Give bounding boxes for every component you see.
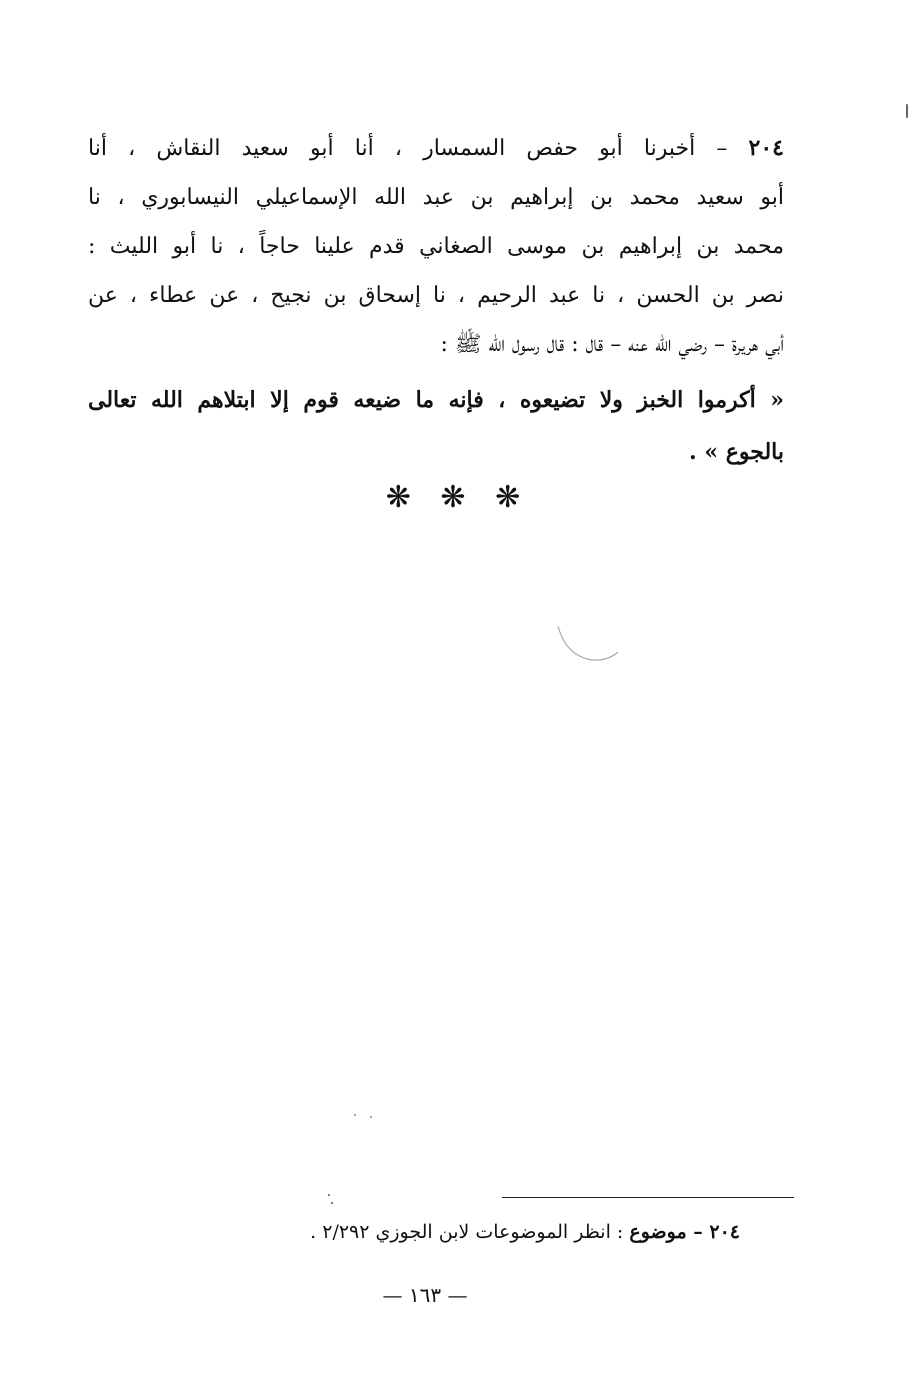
isnad-line-2: أبو سعيد محمد بن إبراهيم بن عبد الله الإسماعيلي النيسابوري ، نا xyxy=(88,185,784,210)
page-number: — ١٦٣ — xyxy=(382,1283,468,1307)
matn-line-2: بالجوع » . xyxy=(689,439,784,465)
isnad-line-3: محمد بن إبراهيم بن موسى الصغاني قدم علينا حاجاً ، نا أبو الليث : xyxy=(88,234,784,259)
isnad-line-5: أبي هريرة – رضي الله عنه – قال : قال رسول الله ﷺ : xyxy=(440,332,784,357)
section-separator: ❋ ❋ ❋ xyxy=(385,480,531,515)
page-speck xyxy=(906,104,908,118)
hadith-isnad xyxy=(88,124,784,369)
footnote-number: ٢٠٤ xyxy=(709,1221,740,1243)
isnad-line-1 xyxy=(88,124,784,173)
footnote-divider xyxy=(502,1197,794,1198)
isnad-line-4: نصر بن الحسن ، نا عبد الرحيم ، نا إسحاق بن نجيح ، عن عطاء ، عن xyxy=(88,283,784,308)
footnote-grade: – موضوع xyxy=(629,1221,710,1243)
hadith-matn xyxy=(88,374,784,478)
page-speck xyxy=(354,1114,356,1116)
page-mark-arc xyxy=(552,618,632,668)
hadith-number: ٢٠٤ xyxy=(748,135,784,161)
isnad-line-1-text: – أخبرنا أبو حفص السمسار ، أنا أبو سعيد النقاش ، أنا xyxy=(88,136,749,161)
footnote-text: : انظر الموضوعات لابن الجوزي ٢/٢٩٢ . xyxy=(310,1221,630,1243)
page-speck xyxy=(328,1194,330,1196)
footnote xyxy=(200,1217,740,1247)
matn-line-1: « أكرموا الخبز ولا تضيعوه ، فإنه ما ضيعه قوم إلا ابتلاهم الله تعالى xyxy=(88,387,784,413)
page-speck xyxy=(370,1116,372,1118)
page-speck xyxy=(331,1202,333,1204)
